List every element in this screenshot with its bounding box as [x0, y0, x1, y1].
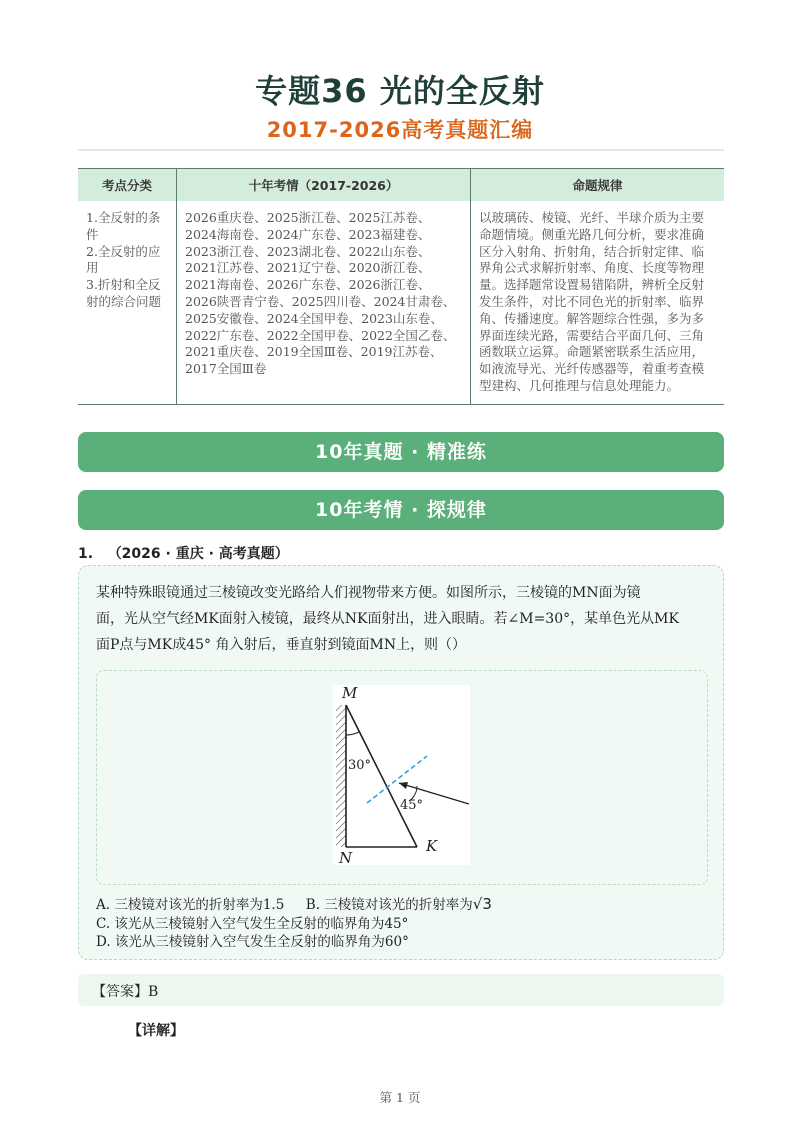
label-m: M	[342, 685, 358, 702]
option-a-b-line	[96, 893, 492, 913]
page-title: 专题36 光的全反射	[255, 72, 545, 110]
exam-analysis-table	[78, 168, 724, 405]
question-number: 1.	[78, 546, 94, 562]
table-header-history: 十年考情（2017-2026）	[177, 169, 471, 202]
normal-line	[367, 756, 427, 803]
answer-text: 【答案】B	[92, 984, 159, 1000]
table-header-category: 考点分类	[78, 169, 177, 202]
label-n: N	[339, 849, 353, 865]
option-c: C. 该光从三棱镜射入空气发生全反射的临界角为45°	[96, 916, 409, 932]
angle-label-30: 30°	[348, 758, 372, 773]
detail-heading: 【详解】	[128, 1023, 184, 1039]
title-divider	[78, 149, 724, 151]
option-b-value: √3	[472, 895, 492, 913]
table-header-pattern: 命题规律	[471, 169, 725, 202]
incident-ray-arrow	[399, 782, 408, 789]
option-d: D. 该光从三棱镜射入空气发生全反射的临界角为60°	[96, 934, 409, 950]
prism-mk-face	[346, 705, 417, 847]
mirror-hatching	[336, 705, 346, 847]
table-cell-history: 2026重庆卷、2025浙江卷、2025江苏卷、2024海南卷、2024广东卷、2023福建卷、2023浙江卷、2023湖北卷、2022山东卷、2021江苏卷、2021辽宁卷、2020浙江卷、2021海南卷、2026广东卷、2026浙江卷、2026陕晋青宁卷、2025四川卷、2024甘肃卷、2025安徽卷、2024全国甲卷、2023山东卷、2022广东卷、2022全国甲卷、2022全国乙卷、2021重庆卷、2019全国Ⅲ卷、2019江苏卷、2017全国Ⅲ卷	[177, 201, 471, 404]
page-subtitle: 2017-2026高考真题汇编	[266, 118, 534, 142]
question-source: （2026 · 重庆 · 高考真题）	[107, 546, 289, 562]
option-b: B. 三棱镜对该光的折射率为	[305, 897, 473, 913]
page-number: 第 1 页	[379, 1090, 421, 1105]
question-stem-line: 面P点与MK成45° 角入射后，垂直射到镜面MN上，则（）	[96, 637, 467, 653]
question-stem	[96, 580, 710, 658]
question-header	[78, 543, 289, 563]
question-stem-line: 某种特殊眼镜通过三棱镜改变光路给人们视物带来方便。如图所示，三棱镜的MN面为镜	[96, 585, 641, 601]
answer-box	[78, 974, 724, 1006]
table-cell-category: 1.全反射的条件 2.全反射的应用 3.折射和全反射的综合问题	[78, 201, 177, 404]
angle-arc-m	[346, 732, 359, 735]
section-banner-trends: 10年考情 · 探规律	[78, 490, 724, 530]
angle-label-45: 45°	[400, 798, 424, 813]
table-row	[78, 201, 724, 404]
option-a: A. 三棱镜对该光的折射率为1.5	[96, 897, 285, 913]
label-k: K	[426, 837, 438, 855]
prism-diagram	[333, 685, 470, 865]
table-cell-pattern: 以玻璃砖、棱镜、光纤、半球介质为主要命题情境。侧重光路几何分析，要求准确区分入射角、折射角，结合折射定律、临界角公式求解折射率、角度、长度等物理量。选择题常设置易错陷阱，辨析全反射发生条件，对比不同色光的折射率、临界角、传播速度。解答题综合性强，多为多界面连续光路，需要结合平面几何、三角函数联立运算。命题紧密联系生活应用，如液流导光、光纤传感器等，着重考查模型建构、几何推理与信息处理能力。	[471, 201, 725, 404]
question-stem-line: 面，光从空气经MK面射入棱镜，最终从NK面射出，进入眼睛。若∠M=30°，某单色光从MK	[96, 611, 679, 627]
section-banner-practice: 10年真题 · 精准练	[78, 432, 724, 472]
